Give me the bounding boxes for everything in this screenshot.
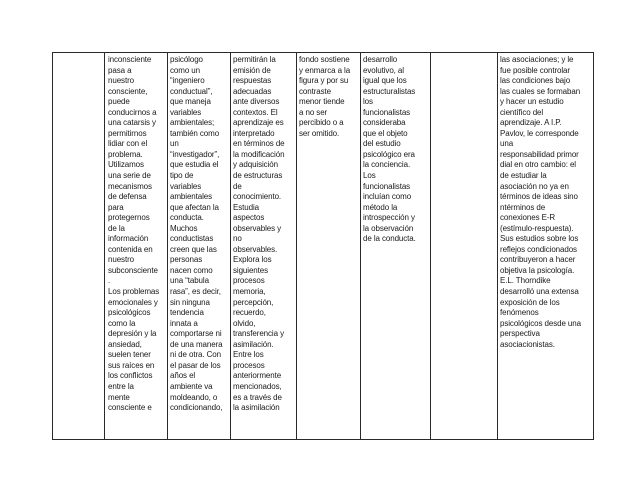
column-divider xyxy=(230,53,231,439)
column-divider xyxy=(104,53,105,439)
table-cell: psicólogo como un “ingeniero conductual”, que maneja variables ambientales; también como un “investigador”, que estudia el tipo de variables ambientales que afectan la conducta. Muchos conductistas creen que las personas nacen como una “tabula rasa”, es decir, sin ninguna tendencia innata a comportarse ni de una manera ni de otra. Con el pasar de los años el ambiente va moldeando, o condicionando, xyxy=(170,55,223,413)
column-divider xyxy=(167,53,168,439)
table-cell: desarrollo evolutivo, al igual que los estructuralistas los funcionalistas consideraba que el objeto del estudio psicológico era la conciencia. Los funcionalistas incluían como método la introspección y la observación de la conducta. xyxy=(363,55,416,244)
table-cell: fondo sostiene y enmarca a la figura y por su contraste menor tiende a no ser percibido o a ser omitido. xyxy=(299,55,351,138)
column-divider xyxy=(430,53,431,439)
content-table xyxy=(52,52,594,440)
table-cell: inconsciente pasa a nuestro consciente, puede conducirnos a una catarsis y permitirnos lidiar con el problema. Utilizamos una serie de mecanismos de defensa para protegernos de la información contenida en nuestro subconsciente . Los problemas emocionales y psicológicos como la depresión y la ansiedad, suelen tener sus raíces en los conflictos entre la mente consciente e xyxy=(108,55,160,413)
column-divider xyxy=(296,53,297,439)
column-divider xyxy=(360,53,361,439)
table-cell: permitirán la emisión de respuestas adecuadas ante diversos contextos. El aprendizaje es interpretado en términos de la modificación y adquisición de estructuras de conocimiento. Estudia aspectos observables y no observables. Explora los siguientes procesos memoria, percepción, recuerdo, olvido, transferencia y asimilación. Entre los procesos anteriormente mencionados, es a través de la asimilación xyxy=(233,55,285,413)
column-divider xyxy=(497,53,498,439)
table-cell: las asociaciones; y le fue posible controlar las condiciones bajo las cuales se formaban y hacer un estudio científico del aprendizaje. A I.P. Pavlov, le corresponde una responsabilidad primor dial en otro cambio: el de estudiar la asociación no ya en términos de ideas sino ntérminos de conexiones E-R (estímulo-respuesta). Sus estudios sobre los reflejos condicionados contribuyeron a hacer objetiva la psicología. E.L. Thorndike desarrolló una extensa exposición de los fenómenos psicológicos desde una perspectiva asociacionistas. xyxy=(500,55,581,349)
